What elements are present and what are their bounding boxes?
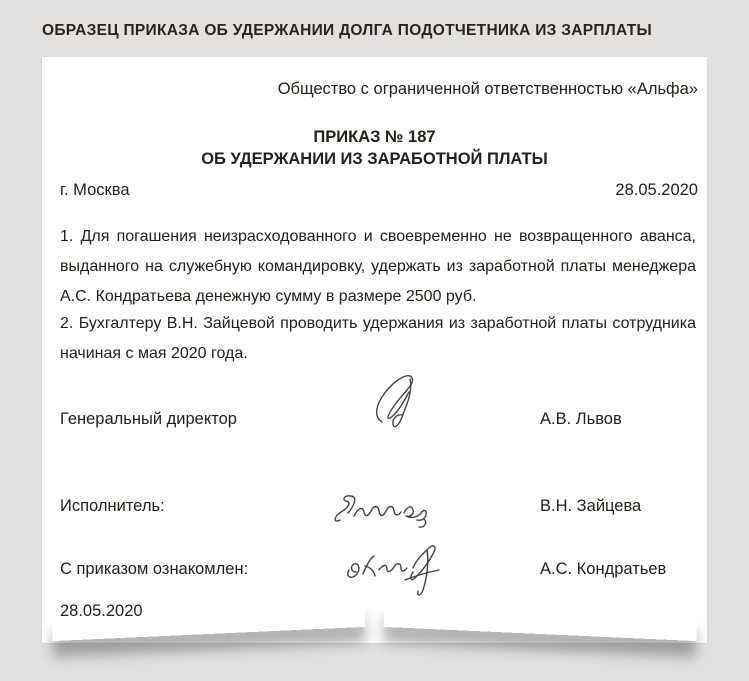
- signature-name: В.Н. Зайцева: [540, 497, 642, 515]
- order-subject-line: ОБ УДЕРЖАНИИ ИЗ ЗАРАБОТНОЙ ПЛАТЫ: [201, 150, 548, 168]
- order-number-line: ПРИКАЗ № 187: [313, 128, 436, 146]
- signature-role-label: Генеральный директор: [60, 410, 237, 428]
- document-paper: [42, 57, 707, 643]
- kondratyev-signature-icon: [340, 542, 462, 597]
- lvov-signature-icon: [368, 370, 435, 432]
- footer-date: 28.05.2020: [60, 602, 143, 620]
- company-name: Общество с ограниченной ответственностью «Альфа»: [277, 80, 698, 98]
- order-title: [42, 126, 707, 170]
- zaytseva-signature-icon: [330, 486, 445, 532]
- city-label: г. Москва: [60, 181, 130, 199]
- order-clause-2: 2. Бухгалтеру В.Н. Зайцевой проводить удержания из заработной платы сотрудника начиная с мая 2020 года.: [60, 315, 696, 362]
- signature-name: А.В. Львов: [540, 410, 622, 428]
- signature-name: А.С. Кондратьев: [540, 560, 667, 578]
- city-date-row: [60, 181, 698, 200]
- order-date: 28.05.2020: [615, 181, 698, 199]
- signature-role-label: С приказом ознакомлен:: [60, 560, 249, 578]
- signature-role-label: Исполнитель:: [60, 497, 165, 515]
- order-clause-1: 1. Для погашения неизрасходованного и своевременно не возвращенного аванса, выданного на служебную командировку, удержать из заработной платы менеджера А.С. Кондратьева денежную сумму в размере 2500 руб.: [60, 228, 696, 305]
- page-title: ОБРАЗЕЦ ПРИКАЗА ОБ УДЕРЖАНИИ ДОЛГА ПОДОТЧЕТНИКА ИЗ ЗАРПЛАТЫ: [42, 22, 653, 39]
